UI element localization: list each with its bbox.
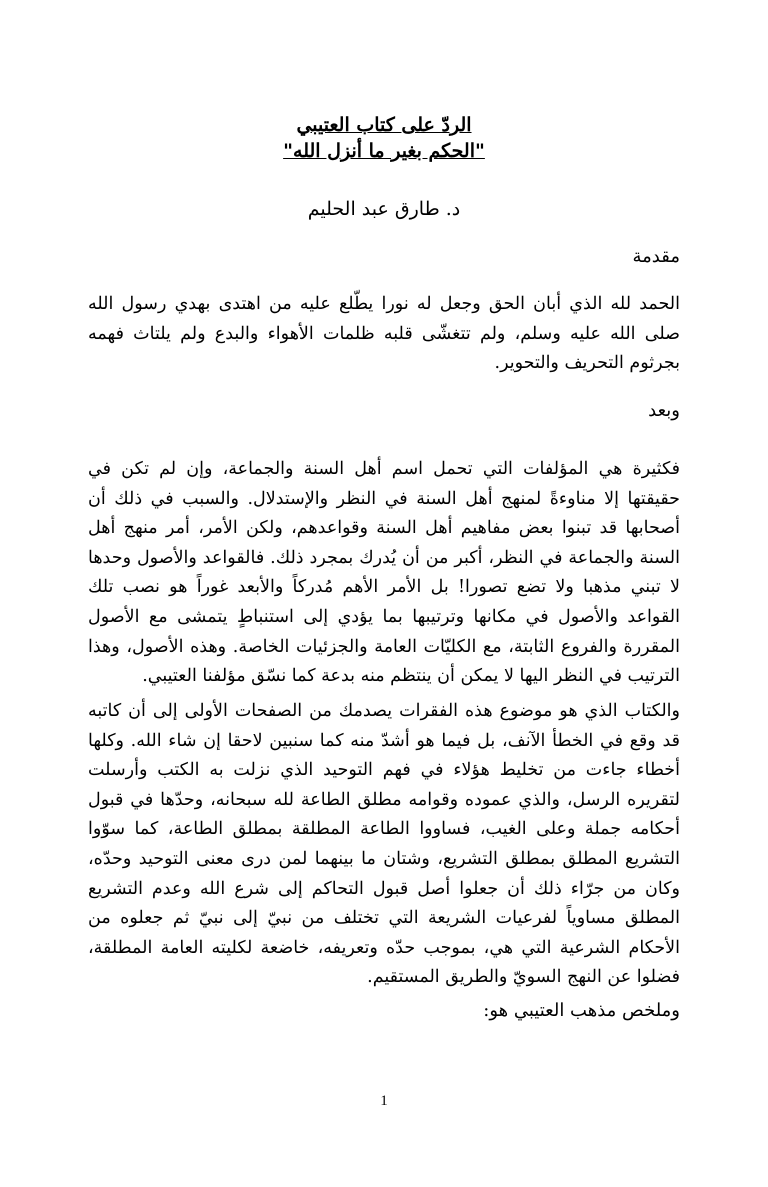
document-subtitle: "الحكم بغير ما أنزل الله" <box>283 140 485 162</box>
after-heading: وبعد <box>648 400 680 421</box>
document-title: الردّ على كتاب العتيبي <box>296 114 472 136</box>
intro-heading: مقدمة <box>632 246 680 267</box>
paragraph-1: الحمد لله الذي أبان الحق وجعل له نورا يطّلع عليه من اهتدى بهدي رسول الله صلى الله عليه وسلم، ولم تتغشّى قلبه ظلمات الأهواء والبدع ولم يلتاث فهمه بجرثوم التحريف والتحوير. <box>88 294 680 374</box>
paragraph-2: فكثيرة هي المؤلفات التي تحمل اسم أهل السنة والجماعة، وإن لم تكن في حقيقتها إلا مناوءةً لمنهج أهل السنة في النظر والإستدلال. والسبب في ذلك أن أصحابها قد تبنوا بعض مفاهيم أهل السنة وقواعدهم، ولكن الأمر، أمر منهج أهل السنة والجماعة في النظر، أكبر من أن يُدرك بمجرد ذلك. فالقواعد والأصول وحدها لا تبني مذهبا ولا تضع تصورا! بل الأمر الأهم مُدركاً والأبعد غوراً هو نصب تلك القواعد والأصول في مكانها وترتيبها بما يؤدي إلى استنباطٍ يتمشى مع الأصول المقررة والفروع الثابتة، مع الكليّات العامة والجزئيات الخاصة. وهذه الأصول، وهذا الترتيب في النظر اليها لا يمكن أن ينتظم منه بدعة كما نسّق مؤلفنا العتيبي. <box>88 459 680 687</box>
paragraph-3: والكتاب الذي هو موضوع هذه الفقرات يصدمك من الصفحات الأولى إلى أن كاتبه قد وقع في الخطأ الآنف، بل فيما هو أشدّ منه كما سنبين لاحقا إن شاء الله. وكلها أخطاء جاءت من تخليط هؤلاء في فهم التوحيد الذي نزلت به الكتب وأرسلت لتقريره الرسل، والذي عموده وقوامه مطلق الطاعة لله سبحانه، وحدّها في قبول أحكامه جملة وعلى الغيب، فساووا الطاعة المطلقة بمطلق الطاعة، كما سوّوا التشريع المطلق بمطلق التشريع، وشتان ما بينهما لمن درى معنى التوحيد وحدّه، وكان من جرّاء ذلك أن جعلوا أصل قبول التحاكم إلى شرع الله وعدم التشريع المطلق مساوياً لفرعيات الشريعة التي تختلف من نبيّ إلى نبيّ ثم جعلوه من الأحكام الشرعية التي هي، بموجب حدّه وتعريفه، خاضعة لكليته العامة المطلقة، فضلوا عن النهج السويّ والطريق المستقيم. <box>88 701 680 988</box>
page-number: 1 <box>380 1093 388 1109</box>
summary-heading: وملخص مذهب العتيبي هو: <box>483 1000 680 1021</box>
author-name: د. طارق عبد الحليم <box>307 198 461 220</box>
